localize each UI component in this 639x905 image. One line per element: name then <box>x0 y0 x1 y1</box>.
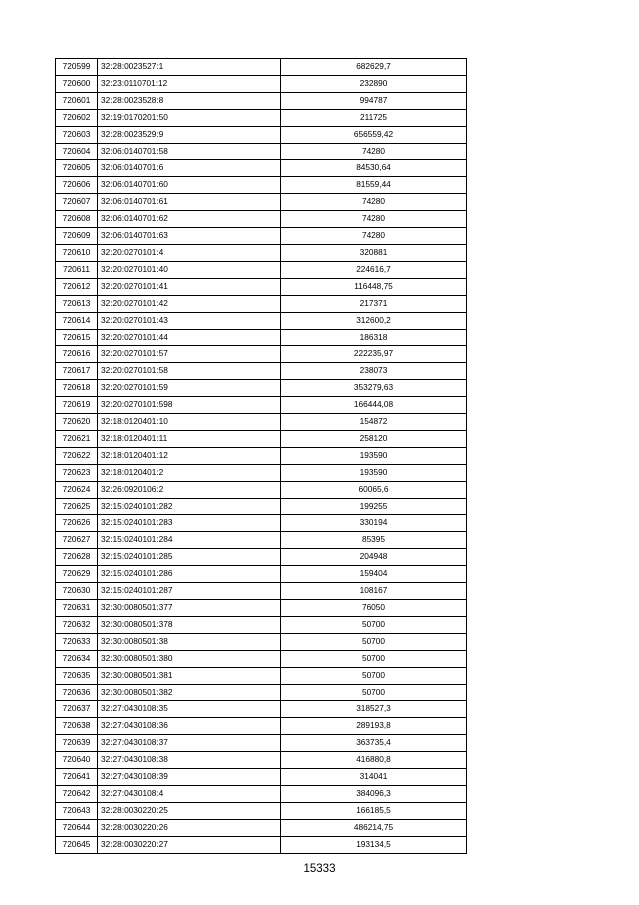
cadastral-value-cell: 74280 <box>281 211 467 228</box>
row-number-cell: 720641 <box>56 769 98 786</box>
table-row <box>56 752 467 769</box>
table-row <box>56 802 467 819</box>
cadastral-number-cell: 32:27:0430108:39 <box>98 769 281 786</box>
table-row <box>56 464 467 481</box>
cadastral-number-cell: 32:15:0240101:284 <box>98 532 281 549</box>
table-row <box>56 515 467 532</box>
cadastral-number-cell: 32:20:0270101:598 <box>98 397 281 414</box>
cadastral-value-cell: 76050 <box>281 600 467 617</box>
cadastral-number-cell: 32:28:0030220:26 <box>98 819 281 836</box>
row-number-cell: 720601 <box>56 92 98 109</box>
cadastral-value-cell: 81559,44 <box>281 177 467 194</box>
cadastral-number-cell: 32:18:0120401:12 <box>98 447 281 464</box>
cadastral-value-cell: 50700 <box>281 633 467 650</box>
cadastral-value-cell: 50700 <box>281 667 467 684</box>
cadastral-value-cell: 154872 <box>281 414 467 431</box>
cadastral-value-cell: 85395 <box>281 532 467 549</box>
table-row <box>56 228 467 245</box>
cadastral-value-cell: 682629,7 <box>281 59 467 76</box>
row-number-cell: 720622 <box>56 447 98 464</box>
row-number-cell: 720637 <box>56 701 98 718</box>
row-number-cell: 720612 <box>56 278 98 295</box>
row-number-cell: 720645 <box>56 836 98 853</box>
row-number-cell: 720609 <box>56 228 98 245</box>
row-number-cell: 720632 <box>56 616 98 633</box>
table-row <box>56 583 467 600</box>
row-number-cell: 720633 <box>56 633 98 650</box>
cadastral-value-cell: 204948 <box>281 549 467 566</box>
cadastral-number-cell: 32:27:0430108:36 <box>98 718 281 735</box>
registry-table-body <box>56 59 467 854</box>
row-number-cell: 720618 <box>56 380 98 397</box>
row-number-cell: 720605 <box>56 160 98 177</box>
cadastral-value-cell: 159404 <box>281 566 467 583</box>
registry-table <box>55 58 467 854</box>
cadastral-number-cell: 32:15:0240101:283 <box>98 515 281 532</box>
table-row <box>56 278 467 295</box>
cadastral-number-cell: 32:30:0080501:377 <box>98 600 281 617</box>
row-number-cell: 720635 <box>56 667 98 684</box>
cadastral-value-cell: 384096,3 <box>281 785 467 802</box>
table-row <box>56 633 467 650</box>
cadastral-number-cell: 32:06:0140701:62 <box>98 211 281 228</box>
table-row <box>56 160 467 177</box>
cadastral-number-cell: 32:15:0240101:282 <box>98 498 281 515</box>
table-row <box>56 312 467 329</box>
table-row <box>56 295 467 312</box>
table-row <box>56 549 467 566</box>
row-number-cell: 720623 <box>56 464 98 481</box>
cadastral-number-cell: 32:30:0080501:380 <box>98 650 281 667</box>
row-number-cell: 720642 <box>56 785 98 802</box>
table-row <box>56 346 467 363</box>
table-row <box>56 684 467 701</box>
table-row <box>56 194 467 211</box>
table-row <box>56 363 467 380</box>
cadastral-value-cell: 193590 <box>281 447 467 464</box>
cadastral-number-cell: 32:20:0270101:44 <box>98 329 281 346</box>
cadastral-number-cell: 32:19:0170201:50 <box>98 109 281 126</box>
table-row <box>56 600 467 617</box>
cadastral-number-cell: 32:06:0140701:61 <box>98 194 281 211</box>
row-number-cell: 720634 <box>56 650 98 667</box>
cadastral-value-cell: 74280 <box>281 143 467 160</box>
cadastral-number-cell: 32:28:0023527:1 <box>98 59 281 76</box>
cadastral-number-cell: 32:06:0140701:60 <box>98 177 281 194</box>
cadastral-value-cell: 116448,75 <box>281 278 467 295</box>
cadastral-number-cell: 32:18:0120401:10 <box>98 414 281 431</box>
cadastral-value-cell: 199255 <box>281 498 467 515</box>
table-row <box>56 211 467 228</box>
cadastral-number-cell: 32:28:0030220:25 <box>98 802 281 819</box>
table-row <box>56 667 467 684</box>
table-row <box>56 498 467 515</box>
cadastral-value-cell: 50700 <box>281 616 467 633</box>
row-number-cell: 720608 <box>56 211 98 228</box>
row-number-cell: 720616 <box>56 346 98 363</box>
row-number-cell: 720628 <box>56 549 98 566</box>
cadastral-value-cell: 84530,64 <box>281 160 467 177</box>
table-row <box>56 718 467 735</box>
table-row <box>56 261 467 278</box>
row-number-cell: 720644 <box>56 819 98 836</box>
cadastral-number-cell: 32:20:0270101:57 <box>98 346 281 363</box>
table-row <box>56 819 467 836</box>
cadastral-value-cell: 74280 <box>281 194 467 211</box>
cadastral-value-cell: 416880,8 <box>281 752 467 769</box>
cadastral-value-cell: 238073 <box>281 363 467 380</box>
table-row <box>56 177 467 194</box>
cadastral-value-cell: 50700 <box>281 684 467 701</box>
row-number-cell: 720604 <box>56 143 98 160</box>
row-number-cell: 720607 <box>56 194 98 211</box>
table-row <box>56 769 467 786</box>
cadastral-number-cell: 32:28:0023528:8 <box>98 92 281 109</box>
cadastral-value-cell: 211725 <box>281 109 467 126</box>
cadastral-number-cell: 32:23:0110701:12 <box>98 75 281 92</box>
row-number-cell: 720640 <box>56 752 98 769</box>
cadastral-value-cell: 232890 <box>281 75 467 92</box>
row-number-cell: 720629 <box>56 566 98 583</box>
cadastral-value-cell: 318527,3 <box>281 701 467 718</box>
row-number-cell: 720613 <box>56 295 98 312</box>
table-row <box>56 481 467 498</box>
cadastral-number-cell: 32:06:0140701:6 <box>98 160 281 177</box>
cadastral-value-cell: 289193,8 <box>281 718 467 735</box>
table-row <box>56 397 467 414</box>
row-number-cell: 720630 <box>56 583 98 600</box>
table-row <box>56 566 467 583</box>
cadastral-value-cell: 50700 <box>281 650 467 667</box>
cadastral-value-cell: 74280 <box>281 228 467 245</box>
row-number-cell: 720615 <box>56 329 98 346</box>
cadastral-value-cell: 224616,7 <box>281 261 467 278</box>
row-number-cell: 720620 <box>56 414 98 431</box>
cadastral-value-cell: 314041 <box>281 769 467 786</box>
cadastral-value-cell: 186318 <box>281 329 467 346</box>
cadastral-number-cell: 32:06:0140701:58 <box>98 143 281 160</box>
row-number-cell: 720636 <box>56 684 98 701</box>
cadastral-value-cell: 320881 <box>281 244 467 261</box>
cadastral-number-cell: 32:18:0120401:2 <box>98 464 281 481</box>
table-row <box>56 701 467 718</box>
row-number-cell: 720643 <box>56 802 98 819</box>
cadastral-number-cell: 32:30:0080501:381 <box>98 667 281 684</box>
cadastral-value-cell: 166185,5 <box>281 802 467 819</box>
cadastral-value-cell: 166444,08 <box>281 397 467 414</box>
cadastral-value-cell: 363735,4 <box>281 735 467 752</box>
cadastral-value-cell: 330194 <box>281 515 467 532</box>
row-number-cell: 720626 <box>56 515 98 532</box>
cadastral-number-cell: 32:30:0080501:382 <box>98 684 281 701</box>
row-number-cell: 720619 <box>56 397 98 414</box>
table-row <box>56 380 467 397</box>
table-row <box>56 414 467 431</box>
table-row <box>56 650 467 667</box>
cadastral-number-cell: 32:06:0140701:63 <box>98 228 281 245</box>
row-number-cell: 720606 <box>56 177 98 194</box>
page-number: 15333 <box>303 863 336 875</box>
cadastral-number-cell: 32:27:0430108:4 <box>98 785 281 802</box>
row-number-cell: 720625 <box>56 498 98 515</box>
cadastral-number-cell: 32:27:0430108:35 <box>98 701 281 718</box>
row-number-cell: 720617 <box>56 363 98 380</box>
cadastral-number-cell: 32:28:0023529:9 <box>98 126 281 143</box>
cadastral-number-cell: 32:20:0270101:43 <box>98 312 281 329</box>
table-row <box>56 244 467 261</box>
table-row <box>56 75 467 92</box>
cadastral-value-cell: 193134,5 <box>281 836 467 853</box>
table-row <box>56 616 467 633</box>
table-row <box>56 329 467 346</box>
cadastral-value-cell: 217371 <box>281 295 467 312</box>
cadastral-value-cell: 60065,6 <box>281 481 467 498</box>
cadastral-number-cell: 32:20:0270101:42 <box>98 295 281 312</box>
row-number-cell: 720602 <box>56 109 98 126</box>
cadastral-value-cell: 193590 <box>281 464 467 481</box>
row-number-cell: 720600 <box>56 75 98 92</box>
cadastral-number-cell: 32:30:0080501:38 <box>98 633 281 650</box>
cadastral-value-cell: 258120 <box>281 430 467 447</box>
row-number-cell: 720624 <box>56 481 98 498</box>
table-row <box>56 430 467 447</box>
table-row <box>56 143 467 160</box>
cadastral-number-cell: 32:15:0240101:287 <box>98 583 281 600</box>
row-number-cell: 720621 <box>56 430 98 447</box>
cadastral-number-cell: 32:15:0240101:286 <box>98 566 281 583</box>
table-row <box>56 532 467 549</box>
table-row <box>56 59 467 76</box>
cadastral-value-cell: 994787 <box>281 92 467 109</box>
table-row <box>56 735 467 752</box>
cadastral-number-cell: 32:27:0430108:37 <box>98 735 281 752</box>
row-number-cell: 720611 <box>56 261 98 278</box>
row-number-cell: 720603 <box>56 126 98 143</box>
cadastral-number-cell: 32:30:0080501:378 <box>98 616 281 633</box>
cadastral-value-cell: 353279,63 <box>281 380 467 397</box>
row-number-cell: 720627 <box>56 532 98 549</box>
cadastral-value-cell: 312600,2 <box>281 312 467 329</box>
row-number-cell: 720639 <box>56 735 98 752</box>
row-number-cell: 720614 <box>56 312 98 329</box>
table-row <box>56 836 467 853</box>
cadastral-number-cell: 32:20:0270101:59 <box>98 380 281 397</box>
row-number-cell: 720638 <box>56 718 98 735</box>
cadastral-number-cell: 32:20:0270101:58 <box>98 363 281 380</box>
table-row <box>56 785 467 802</box>
cadastral-number-cell: 32:20:0270101:4 <box>98 244 281 261</box>
table-row <box>56 109 467 126</box>
cadastral-number-cell: 32:28:0030220:27 <box>98 836 281 853</box>
cadastral-number-cell: 32:26:0920106:2 <box>98 481 281 498</box>
table-row <box>56 126 467 143</box>
cadastral-value-cell: 656559,42 <box>281 126 467 143</box>
cadastral-number-cell: 32:27:0430108:38 <box>98 752 281 769</box>
cadastral-value-cell: 222235,97 <box>281 346 467 363</box>
cadastral-value-cell: 486214,75 <box>281 819 467 836</box>
row-number-cell: 720610 <box>56 244 98 261</box>
cadastral-number-cell: 32:18:0120401:11 <box>98 430 281 447</box>
row-number-cell: 720631 <box>56 600 98 617</box>
row-number-cell: 720599 <box>56 59 98 76</box>
table-row <box>56 447 467 464</box>
cadastral-number-cell: 32:20:0270101:40 <box>98 261 281 278</box>
cadastral-value-cell: 108167 <box>281 583 467 600</box>
cadastral-number-cell: 32:20:0270101:41 <box>98 278 281 295</box>
cadastral-number-cell: 32:15:0240101:285 <box>98 549 281 566</box>
table-row <box>56 92 467 109</box>
